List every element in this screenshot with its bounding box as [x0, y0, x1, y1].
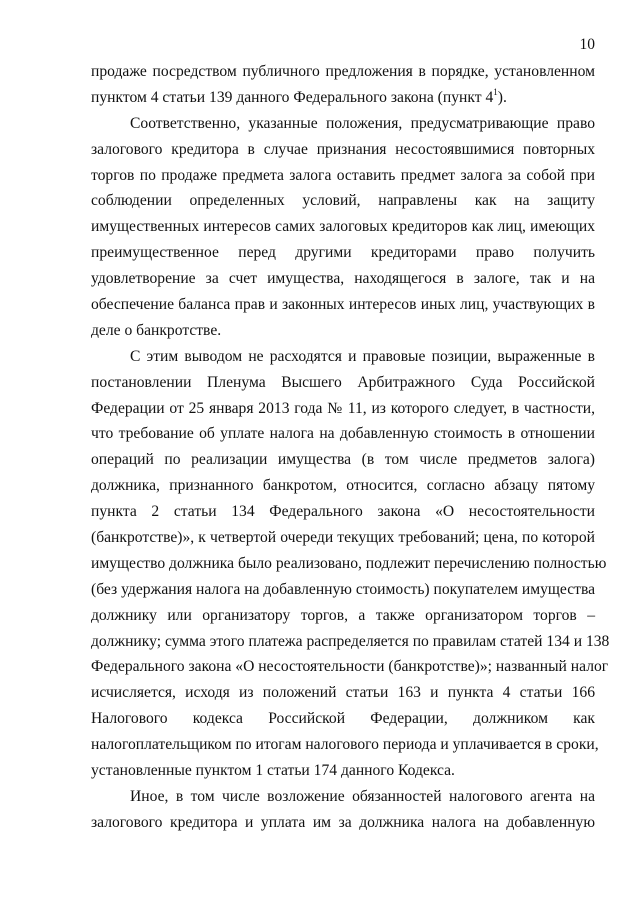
- text-line: (без удержания налога на добавленную стоимость) покупателем имущества: [91, 580, 596, 598]
- text-line: обеспечение баланса прав и законных интересов иных лиц, участвующих в: [91, 296, 595, 314]
- text-line: продаже посредством публичного предложения в порядке, установленном: [91, 63, 595, 80]
- text-line: постановлении Пленума Высшего Арбитражного Суда Российской: [91, 373, 595, 391]
- text-line: Иное, в том числе возложение обязанностей налогового агента на: [130, 787, 595, 805]
- text-line: залогового кредитора и уплата им за должника налога на добавленную: [91, 813, 595, 831]
- text-line: что требование об уплате налога на добавленную стоимость в отношении: [91, 425, 595, 443]
- text-line: деле о банкротстве.: [91, 321, 222, 339]
- text-line: (банкротстве)», к четвертой очереди текущих требований; цена, по которой: [91, 529, 595, 547]
- page-number: 10: [579, 36, 595, 53]
- text-line-main: пунктом 4 статьи 139 данного Федерального закона (пункт 4: [91, 88, 494, 106]
- text-line: должника, признанного банкротом, относится, согласно абзацу пятому: [91, 477, 595, 495]
- text-line: соблюдении определенных условий, направлены как на защиту: [91, 192, 595, 210]
- text-line: налогоплательщиком по итогам налогового периода и уплачивается в сроки,: [91, 736, 599, 754]
- paragraph: [91, 346, 610, 786]
- text-line: залогового кредитора в случае признания несостоявшимися повторных: [91, 140, 595, 158]
- text-line: Федерального закона «О несостоятельности (банкротстве)»; названный налог: [91, 658, 609, 676]
- text-line-tail: ).: [497, 88, 507, 106]
- text-line: операций по реализации имущества (в том числе предметов залога): [91, 451, 595, 469]
- text-line: должнику или организатору торгов, а также организатором торгов –: [91, 606, 595, 624]
- text-line: Налогового кодекса Российской Федерации, должником как: [91, 710, 595, 728]
- paragraph-continuation: [91, 61, 595, 113]
- text-line: должнику; сумма этого платежа распределяется по правилам статей 134 и 138: [91, 632, 610, 650]
- text-line: торгов по продаже предмета залога оставить предмет залога за собой при: [91, 166, 595, 184]
- document-body: [91, 61, 610, 838]
- text-line: пункта 2 статьи 134 Федерального закона «О несостоятельности: [91, 503, 595, 521]
- text-line: удовлетворение за счет имущества, находящегося в залоге, так и на: [91, 270, 595, 288]
- text-line: Соответственно, указанные положения, предусматривающие право: [130, 114, 595, 132]
- text-line: преимущественное перед другими кредиторами право получить: [91, 244, 595, 262]
- superscript: 1: [493, 86, 498, 97]
- text-line: С этим выводом не расходятся и правовые позиции, выраженные в: [130, 347, 595, 365]
- paragraph: [91, 113, 595, 346]
- paragraph: [91, 786, 595, 838]
- text-line: исчисляется, исходя из положений статьи 163 и пункта 4 статьи 166: [91, 684, 595, 702]
- text-line: [91, 87, 595, 113]
- text-line: имущественных интересов самих залоговых кредиторов как лиц, имеющих: [91, 218, 595, 236]
- text-line: Федерации от 25 января 2013 года № 11, из которого следует, в частности,: [91, 399, 595, 417]
- text-line: имущество должника было реализовано, подлежит перечислению полностью: [91, 554, 607, 572]
- text-line: установленные пунктом 1 статьи 174 данного Кодекса.: [91, 762, 455, 780]
